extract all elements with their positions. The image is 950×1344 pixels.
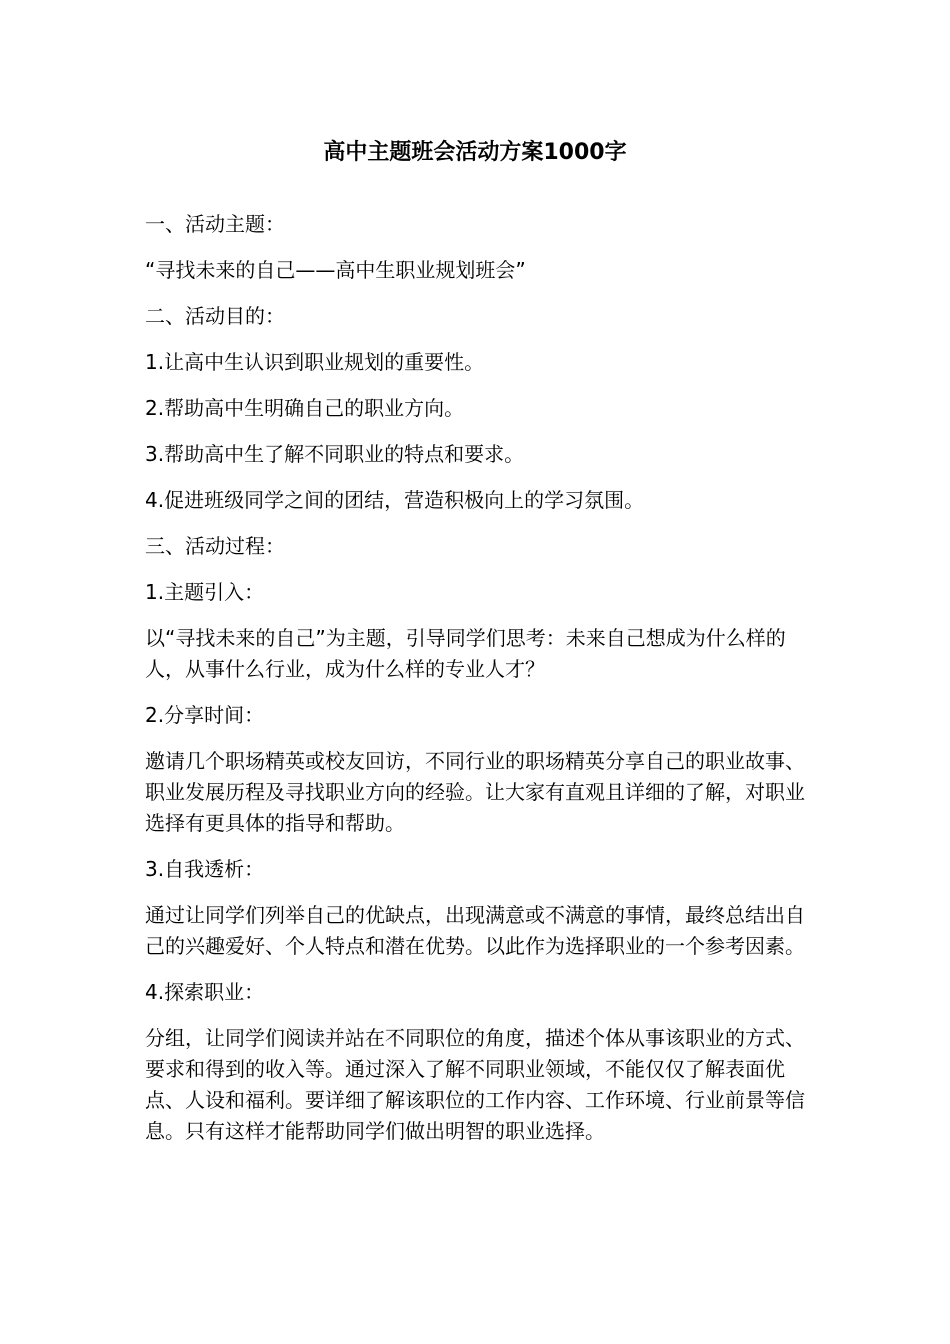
process-step-4-text: 分组，让同学们阅读并站在不同职位的角度，描述个体从事该职业的方式、要求和得到的收入等。通过深入了解不同职业领域，不能仅仅了解表面优点、人设和福利。要详细了解该职位的工作内容、工作环境、行业前景等信息。只有这样才能帮助同学们做出明智的职业选择。 bbox=[145, 1026, 805, 1143]
section-heading-theme: 一、活动主题： bbox=[145, 212, 285, 236]
purpose-item-3: 3.帮助高中生了解不同职业的特点和要求。 bbox=[145, 442, 525, 466]
theme-text: “寻找未来的自己——高中生职业规划班会” bbox=[145, 258, 526, 282]
purpose-item-1: 1.让高中生认识到职业规划的重要性。 bbox=[145, 350, 485, 374]
process-step-3-text: 通过让同学们列举自己的优缺点，出现满意或不满意的事情，最终总结出自己的兴趣爱好、个人特点和潜在优势。以此作为选择职业的一个参考因素。 bbox=[145, 903, 805, 958]
process-step-1-text: 以“寻找未来的自己”为主题，引导同学们思考：未来自己想成为什么样的人，从事什么行业，成为什么样的专业人才？ bbox=[145, 626, 786, 681]
document-title: 高中主题班会活动方案1000字 bbox=[323, 140, 627, 165]
section-heading-process: 三、活动过程： bbox=[145, 534, 285, 558]
purpose-item-4: 4.促进班级同学之间的团结，营造积极向上的学习氛围。 bbox=[145, 488, 645, 512]
process-step-1-heading: 1.主题引入： bbox=[145, 580, 265, 604]
document-body bbox=[145, 209, 815, 1162]
process-step-2-text: 邀请几个职场精英或校友回访，不同行业的职场精英分享自己的职业故事、职业发展历程及寻找职业方向的经验。让大家有直观且详细的了解，对职业选择有更具体的指导和帮助。 bbox=[145, 749, 805, 835]
process-step-2-heading: 2.分享时间： bbox=[145, 703, 265, 727]
process-step-3-heading: 3.自我透析： bbox=[145, 857, 265, 881]
purpose-item-2: 2.帮助高中生明确自己的职业方向。 bbox=[145, 396, 465, 420]
section-heading-purpose: 二、活动目的： bbox=[145, 304, 285, 328]
process-step-4-heading: 4.探索职业： bbox=[145, 980, 265, 1004]
